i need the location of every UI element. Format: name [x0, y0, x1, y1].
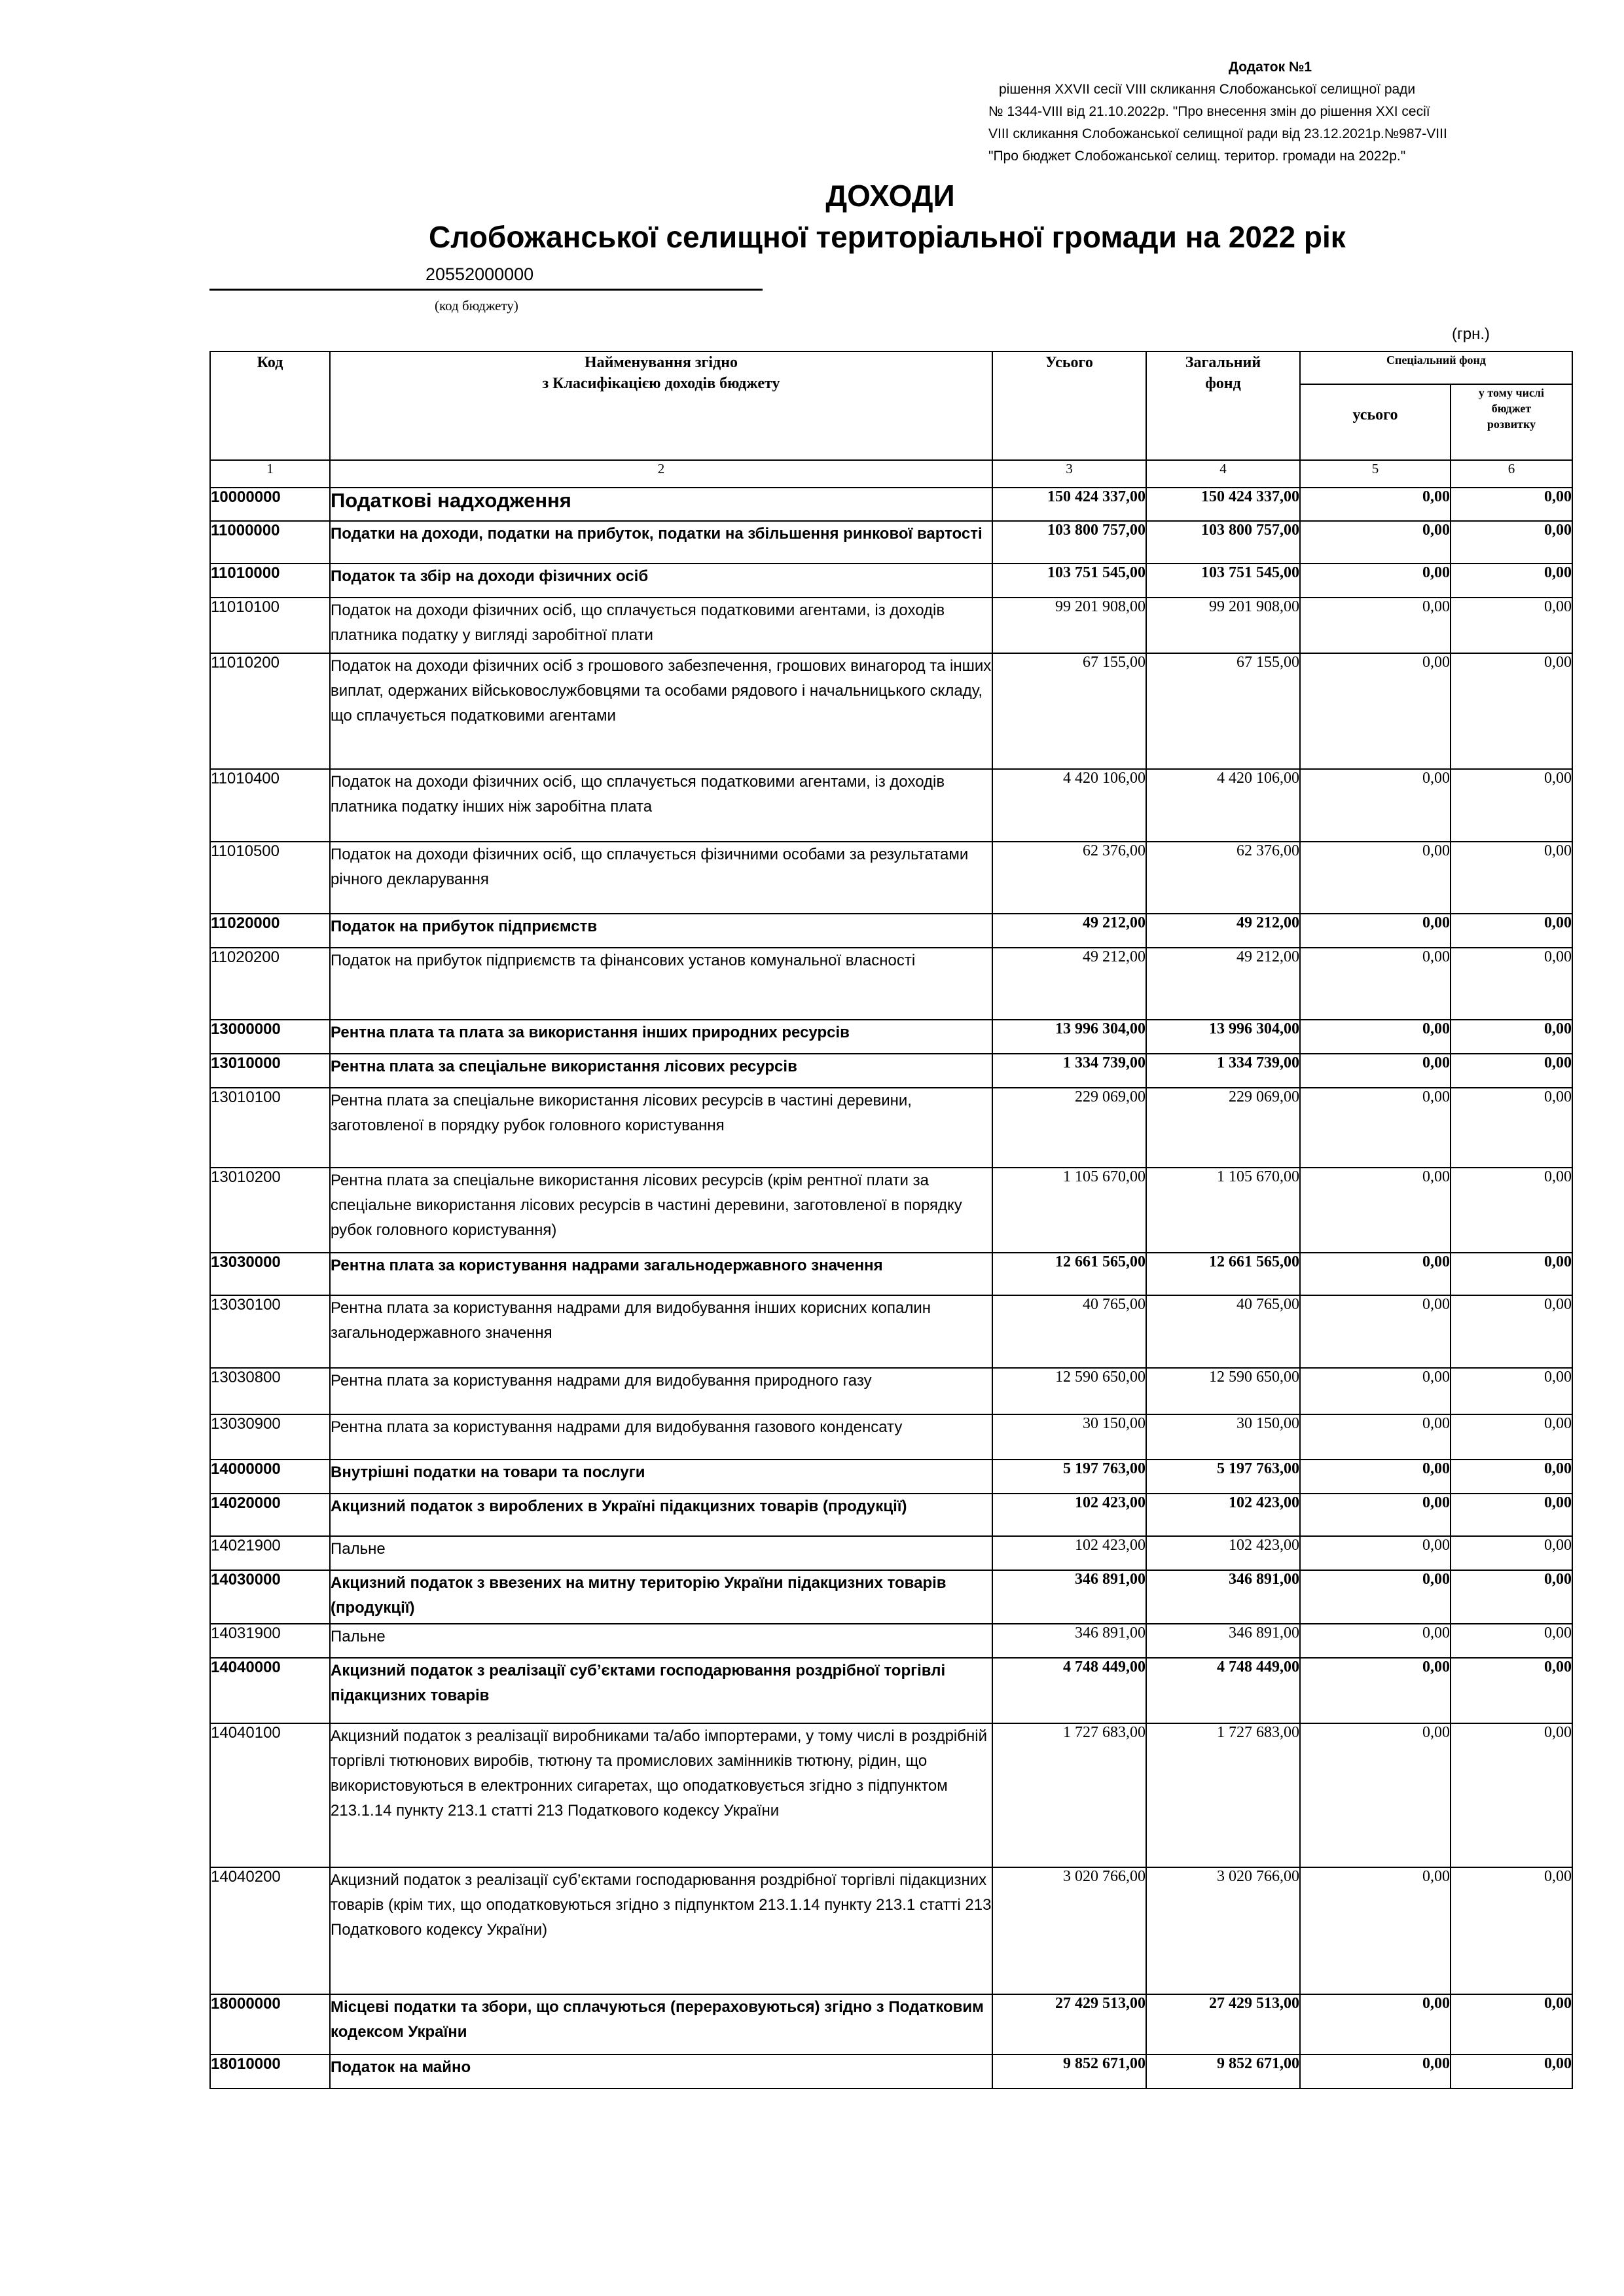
row-name: Податок на доходи фізичних осіб, що сплачується податковими агентами, із доходів платника податку у вигляді заробітної плати — [330, 598, 992, 653]
header-dev-line2: бюджет — [1491, 402, 1532, 415]
row-code: 18000000 — [210, 1994, 330, 2054]
row-total: 346 891,00 — [992, 1570, 1146, 1624]
row-general-fund: 40 765,00 — [1146, 1295, 1300, 1368]
row-general-fund: 99 201 908,00 — [1146, 598, 1300, 653]
row-general-fund: 13 996 304,00 — [1146, 1020, 1300, 1054]
row-general-fund: 9 852 671,00 — [1146, 2054, 1300, 2089]
budget-code-underline — [209, 289, 763, 291]
header-code: Код — [210, 351, 330, 460]
row-code: 13000000 — [210, 1020, 330, 1054]
row-general-fund: 49 212,00 — [1146, 948, 1300, 1020]
row-total: 102 423,00 — [992, 1536, 1146, 1570]
row-development-budget: 0,00 — [1451, 1088, 1572, 1168]
row-name: Акцизний податок з реалізації суб’єктами господарювання роздрібної торгівлі підакцизних товарів — [330, 1658, 992, 1723]
row-special-fund: 0,00 — [1300, 842, 1451, 914]
row-total: 12 661 565,00 — [992, 1253, 1146, 1295]
row-general-fund: 1 105 670,00 — [1146, 1168, 1300, 1253]
column-number: 3 — [992, 460, 1146, 488]
row-code: 11000000 — [210, 521, 330, 564]
column-number: 5 — [1300, 460, 1451, 488]
table-row — [210, 1460, 1572, 1494]
row-general-fund: 49 212,00 — [1146, 914, 1300, 948]
row-general-fund: 5 197 763,00 — [1146, 1460, 1300, 1494]
column-number: 1 — [210, 460, 330, 488]
row-name: Внутрішні податки на товари та послуги — [330, 1460, 992, 1494]
row-special-fund: 0,00 — [1300, 1253, 1451, 1295]
row-total: 40 765,00 — [992, 1295, 1146, 1368]
row-total: 1 334 739,00 — [992, 1054, 1146, 1088]
row-total: 12 590 650,00 — [992, 1368, 1146, 1414]
header-general-fund — [1146, 351, 1300, 460]
row-development-budget: 0,00 — [1451, 1723, 1572, 1867]
row-name: Податок на доходи фізичних осіб з грошового забезпечення, грошових винагород та інших виплат, одержаних військовослужбовцями та особами рядового і начальницького складу, що сплачується податковими агентами — [330, 653, 992, 769]
table-row — [210, 914, 1572, 948]
row-total: 13 996 304,00 — [992, 1020, 1146, 1054]
row-total: 5 197 763,00 — [992, 1460, 1146, 1494]
row-development-budget: 0,00 — [1451, 914, 1572, 948]
row-code: 13010200 — [210, 1168, 330, 1253]
row-total: 102 423,00 — [992, 1494, 1146, 1536]
row-total: 229 069,00 — [992, 1088, 1146, 1168]
row-special-fund: 0,00 — [1300, 653, 1451, 769]
row-code: 14040100 — [210, 1723, 330, 1867]
row-special-fund: 0,00 — [1300, 1536, 1451, 1570]
row-total: 49 212,00 — [992, 914, 1146, 948]
row-development-budget: 0,00 — [1451, 1368, 1572, 1414]
row-special-fund: 0,00 — [1300, 2054, 1451, 2089]
row-total: 1 105 670,00 — [992, 1168, 1146, 1253]
row-total: 4 748 449,00 — [992, 1658, 1146, 1723]
table-row — [210, 1020, 1572, 1054]
row-special-fund: 0,00 — [1300, 564, 1451, 598]
annex-line: VIII скликання Слобожанської селищної ради від 23.12.2021р.№987-VIII — [988, 126, 1447, 141]
row-development-budget: 0,00 — [1451, 1624, 1572, 1658]
header-total: Усього — [992, 351, 1146, 460]
table-row — [210, 2054, 1572, 2089]
row-special-fund: 0,00 — [1300, 1054, 1451, 1088]
row-development-budget: 0,00 — [1451, 488, 1572, 521]
row-name: Рентна плата та плата за використання інших природних ресурсів — [330, 1020, 992, 1054]
row-name: Рентна плата за користування надрами загальнодержавного значення — [330, 1253, 992, 1295]
table-row — [210, 521, 1572, 564]
row-code: 11020000 — [210, 914, 330, 948]
row-code: 11010000 — [210, 564, 330, 598]
row-code: 14040000 — [210, 1658, 330, 1723]
row-code: 11010100 — [210, 598, 330, 653]
row-code: 11020200 — [210, 948, 330, 1020]
table-body — [210, 488, 1572, 2089]
row-code: 14040200 — [210, 1867, 330, 1994]
row-name: Рентна плата за користування надрами для видобування природного газу — [330, 1368, 992, 1414]
row-development-budget: 0,00 — [1451, 1295, 1572, 1368]
row-special-fund: 0,00 — [1300, 1624, 1451, 1658]
row-development-budget: 0,00 — [1451, 564, 1572, 598]
table-row — [210, 948, 1572, 1020]
row-development-budget: 0,00 — [1451, 1494, 1572, 1536]
table-row — [210, 653, 1572, 769]
row-code: 14030000 — [210, 1570, 330, 1624]
page-subtitle: Слобожанської селищної територіальної громади на 2022 рік — [429, 220, 1346, 254]
row-code: 14021900 — [210, 1536, 330, 1570]
row-total: 62 376,00 — [992, 842, 1146, 914]
row-development-budget: 0,00 — [1451, 1658, 1572, 1723]
annex-line: "Про бюджет Слобожанської селищ. територ. громади на 2022р." — [988, 149, 1406, 164]
table-row — [210, 769, 1572, 842]
row-special-fund: 0,00 — [1300, 488, 1451, 521]
table-row — [210, 1658, 1572, 1723]
row-general-fund: 229 069,00 — [1146, 1088, 1300, 1168]
row-name: Податок на доходи фізичних осіб, що сплачується фізичними особами за результатами річного декларування — [330, 842, 992, 914]
row-general-fund: 67 155,00 — [1146, 653, 1300, 769]
header-special-total: усього — [1300, 384, 1451, 460]
row-total: 1 727 683,00 — [992, 1723, 1146, 1867]
row-development-budget: 0,00 — [1451, 521, 1572, 564]
row-name: Податок на прибуток підприємств — [330, 914, 992, 948]
row-general-fund: 4 748 449,00 — [1146, 1658, 1300, 1723]
row-name: Рентна плата за користування надрами для видобування інших корисних копалин загальнодержавного значення — [330, 1295, 992, 1368]
row-general-fund: 3 020 766,00 — [1146, 1867, 1300, 1994]
row-name: Акцизний податок з реалізації суб’єктами господарювання роздрібної торгівлі підакцизних товарів (крім тих, що оподатковуються згідно з підпунктом 213.1.14 пункту 213.1 статті 213 Податкового кодексу України) — [330, 1867, 992, 1994]
row-development-budget: 0,00 — [1451, 1536, 1572, 1570]
row-development-budget: 0,00 — [1451, 1168, 1572, 1253]
row-development-budget: 0,00 — [1451, 948, 1572, 1020]
column-number: 2 — [330, 460, 992, 488]
row-total: 67 155,00 — [992, 653, 1146, 769]
row-special-fund: 0,00 — [1300, 1570, 1451, 1624]
row-general-fund: 30 150,00 — [1146, 1414, 1300, 1460]
row-name: Податок на майно — [330, 2054, 992, 2089]
row-total: 99 201 908,00 — [992, 598, 1146, 653]
header-dev-line1: у тому числі — [1478, 386, 1545, 399]
row-development-budget: 0,00 — [1451, 598, 1572, 653]
row-development-budget: 0,00 — [1451, 1054, 1572, 1088]
column-number: 4 — [1146, 460, 1300, 488]
table-row — [210, 1368, 1572, 1414]
row-development-budget: 0,00 — [1451, 1994, 1572, 2054]
table-row — [210, 1253, 1572, 1295]
row-name: Пальне — [330, 1536, 992, 1570]
row-development-budget: 0,00 — [1451, 1253, 1572, 1295]
header-name-line2: з Класифікацією доходів бюджету — [542, 375, 780, 392]
row-special-fund: 0,00 — [1300, 1020, 1451, 1054]
row-code: 14031900 — [210, 1624, 330, 1658]
annex-line: рішення XXVII сесії VIII скликання Слобожанської селищної ради — [999, 82, 1416, 97]
table-row — [210, 1414, 1572, 1460]
row-general-fund: 1 334 739,00 — [1146, 1054, 1300, 1088]
row-special-fund: 0,00 — [1300, 1368, 1451, 1414]
row-special-fund: 0,00 — [1300, 1168, 1451, 1253]
row-code: 13030100 — [210, 1295, 330, 1368]
row-special-fund: 0,00 — [1300, 1088, 1451, 1168]
row-code: 13030900 — [210, 1414, 330, 1460]
row-special-fund: 0,00 — [1300, 914, 1451, 948]
table-row — [210, 488, 1572, 521]
header-name-line1: Найменування згідно — [584, 354, 738, 371]
row-general-fund: 12 590 650,00 — [1146, 1368, 1300, 1414]
table-row — [210, 1723, 1572, 1867]
table-row — [210, 1054, 1572, 1088]
row-development-budget: 0,00 — [1451, 653, 1572, 769]
row-special-fund: 0,00 — [1300, 948, 1451, 1020]
row-development-budget: 0,00 — [1451, 1460, 1572, 1494]
row-development-budget: 0,00 — [1451, 842, 1572, 914]
row-code: 18010000 — [210, 2054, 330, 2089]
row-special-fund: 0,00 — [1300, 1723, 1451, 1867]
row-special-fund: 0,00 — [1300, 598, 1451, 653]
row-development-budget: 0,00 — [1451, 1414, 1572, 1460]
row-general-fund: 4 420 106,00 — [1146, 769, 1300, 842]
table-row — [210, 842, 1572, 914]
row-name: Місцеві податки та збори, що сплачуються (перераховуються) згідно з Податковим кодексом України — [330, 1994, 992, 2054]
row-general-fund: 102 423,00 — [1146, 1494, 1300, 1536]
row-total: 150 424 337,00 — [992, 488, 1146, 521]
row-name: Податок на прибуток підприємств та фінансових установ комунальної власності — [330, 948, 992, 1020]
header-dev-line3: розвитку — [1487, 418, 1536, 431]
row-total: 103 751 545,00 — [992, 564, 1146, 598]
header-general-line2: фонд — [1205, 375, 1241, 392]
table-row — [210, 1088, 1572, 1168]
currency-unit: (грн.) — [1452, 325, 1490, 343]
row-name: Акцизний податок з реалізації виробниками та/або імпортерами, у тому числі в роздрібній торгівлі тютюнових виробів, тютюну та промислових замінників тютюну, рідин, що використовуються в електронних сигаретах, що оподатковується згідно з підпунктом 213.1.14 пункту 213.1 статті 213 Податкового кодексу України — [330, 1723, 992, 1867]
row-code: 13030800 — [210, 1368, 330, 1414]
table-row — [210, 1624, 1572, 1658]
row-development-budget: 0,00 — [1451, 769, 1572, 842]
row-special-fund: 0,00 — [1300, 1994, 1451, 2054]
row-name: Податок на доходи фізичних осіб, що сплачується податковими агентами, із доходів платника податку інших ніж заробітна плата — [330, 769, 992, 842]
revenue-table — [209, 351, 1573, 2089]
row-special-fund: 0,00 — [1300, 521, 1451, 564]
budget-code: 20552000000 — [425, 264, 534, 284]
row-total: 4 420 106,00 — [992, 769, 1146, 842]
row-general-fund: 346 891,00 — [1146, 1624, 1300, 1658]
row-code: 13030000 — [210, 1253, 330, 1295]
row-special-fund: 0,00 — [1300, 769, 1451, 842]
row-code: 14000000 — [210, 1460, 330, 1494]
row-general-fund: 103 751 545,00 — [1146, 564, 1300, 598]
row-name: Акцизний податок з вироблених в Україні підакцизних товарів (продукції) — [330, 1494, 992, 1536]
budget-code-caption: (код бюджету) — [435, 298, 518, 314]
row-general-fund: 103 800 757,00 — [1146, 521, 1300, 564]
row-total: 346 891,00 — [992, 1624, 1146, 1658]
row-name: Акцизний податок з ввезених на митну територію України підакцизних товарів (продукції) — [330, 1570, 992, 1624]
header-special-fund: Спеціальний фонд — [1300, 351, 1572, 384]
table-row — [210, 1994, 1572, 2054]
row-development-budget: 0,00 — [1451, 2054, 1572, 2089]
row-name: Податки на доходи, податки на прибуток, податки на збільшення ринкової вартості — [330, 521, 992, 564]
annex-title: Додаток №1 — [1229, 60, 1312, 75]
row-total: 3 020 766,00 — [992, 1867, 1146, 1994]
table-row — [210, 1570, 1572, 1624]
header-development-budget — [1451, 384, 1572, 460]
row-special-fund: 0,00 — [1300, 1658, 1451, 1723]
row-special-fund: 0,00 — [1300, 1867, 1451, 1994]
table-row — [210, 1295, 1572, 1368]
row-code: 13010100 — [210, 1088, 330, 1168]
row-development-budget: 0,00 — [1451, 1570, 1572, 1624]
table-row — [210, 1168, 1572, 1253]
header-general-line1: Загальний — [1185, 354, 1261, 371]
table-row — [210, 1494, 1572, 1536]
table-row — [210, 1536, 1572, 1570]
row-special-fund: 0,00 — [1300, 1414, 1451, 1460]
row-code: 11010200 — [210, 653, 330, 769]
annex-line: № 1344-VIII від 21.10.2022р. "Про внесення змін до рішення XXI сесії — [988, 104, 1430, 119]
row-development-budget: 0,00 — [1451, 1867, 1572, 1994]
header-name — [330, 351, 992, 460]
row-name: Рентна плата за спеціальне використання лісових ресурсів в частині деревини, заготовленої в порядку рубок головного користування — [330, 1088, 992, 1168]
row-total: 103 800 757,00 — [992, 521, 1146, 564]
column-number: 6 — [1451, 460, 1572, 488]
row-special-fund: 0,00 — [1300, 1295, 1451, 1368]
row-name: Рентна плата за спеціальне використання лісових ресурсів — [330, 1054, 992, 1088]
row-general-fund: 150 424 337,00 — [1146, 488, 1300, 521]
row-name: Рентна плата за користування надрами для видобування газового конденсату — [330, 1414, 992, 1460]
row-total: 49 212,00 — [992, 948, 1146, 1020]
row-total: 9 852 671,00 — [992, 2054, 1146, 2089]
row-general-fund: 102 423,00 — [1146, 1536, 1300, 1570]
row-development-budget: 0,00 — [1451, 1020, 1572, 1054]
annex-block — [988, 56, 1564, 168]
table-row — [210, 598, 1572, 653]
row-general-fund: 346 891,00 — [1146, 1570, 1300, 1624]
row-general-fund: 62 376,00 — [1146, 842, 1300, 914]
row-name: Пальне — [330, 1624, 992, 1658]
table-row — [210, 1867, 1572, 1994]
row-name: Податок та збір на доходи фізичних осіб — [330, 564, 992, 598]
row-general-fund: 12 661 565,00 — [1146, 1253, 1300, 1295]
row-general-fund: 1 727 683,00 — [1146, 1723, 1300, 1867]
row-code: 11010500 — [210, 842, 330, 914]
row-general-fund: 27 429 513,00 — [1146, 1994, 1300, 2054]
page-title: ДОХОДИ — [825, 179, 955, 213]
row-special-fund: 0,00 — [1300, 1460, 1451, 1494]
row-code: 10000000 — [210, 488, 330, 521]
row-name: Рентна плата за спеціальне використання лісових ресурсів (крім рентної плати за спеціальне використання лісових ресурсів в частині деревини, заготовленої в порядку рубок головного користування) — [330, 1168, 992, 1253]
row-name: Податкові надходження — [330, 488, 992, 521]
row-code: 14020000 — [210, 1494, 330, 1536]
row-code: 13010000 — [210, 1054, 330, 1088]
row-total: 30 150,00 — [992, 1414, 1146, 1460]
table-row — [210, 564, 1572, 598]
row-special-fund: 0,00 — [1300, 1494, 1451, 1536]
row-code: 11010400 — [210, 769, 330, 842]
row-total: 27 429 513,00 — [992, 1994, 1146, 2054]
